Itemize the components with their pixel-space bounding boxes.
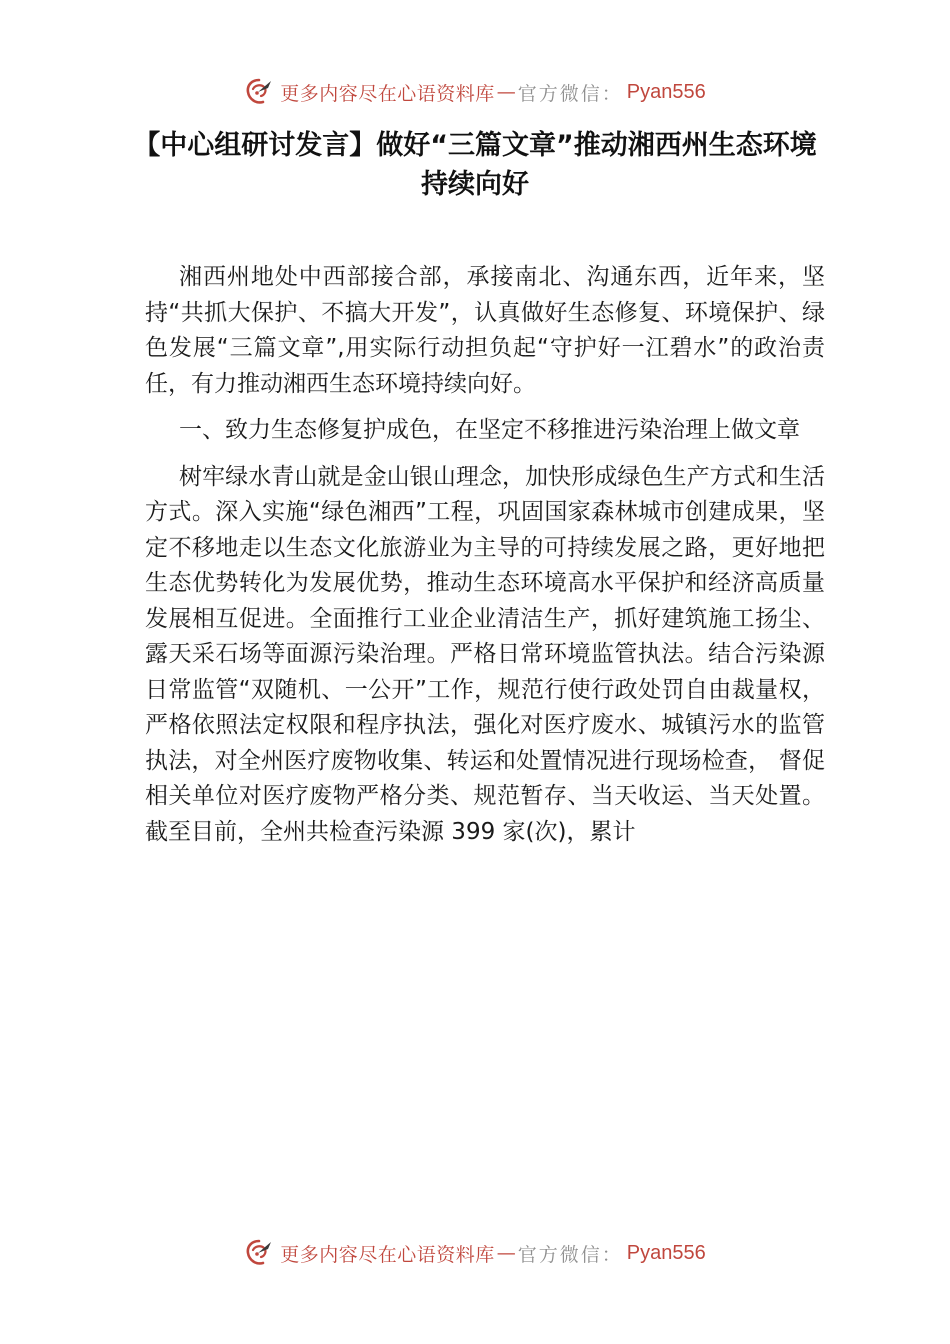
paragraph-body: 树牢绿水青山就是金山银山理念，加快形成绿色生产方式和生活方式。深入实施“绿色湘西”工程，巩固国家森林城市创建成果，坚定不移地走以生态文化旅游业为主导的可持续发展之路，更好地把生态优势转化为发展优势，推动生态环境高水平保护和经济高质量发展相互促进。全面推行工业企业清洁生产，抓好建筑施工扬尘、露天采石场等面源污染治理。严格日常环境监管执法。结合污染源日常监管“双随机、一公开”工作，规范行使行政处罚自由裁量权，严格依照法定权限和程序执法，强化对医疗废水、城镇污水的监管执法，对全州医疗废物收集、转运和处置情况进行现场检查， 督促相关单位对医疗废物严格分类、规范暂存、当天收运、当天处置。截至目前，全州共检查污染源 399 家(次)，累计	[145, 463, 825, 845]
watermark-account: Pyan556	[626, 80, 706, 103]
watermark-dash: —	[496, 1242, 516, 1264]
paragraph-intro: 湘西州地处中西部接合部，承接南北、沟通东西，近年来，坚持“共抓大保护、不搞大开发”，认真做好生态修复、环境保护、绿色发展“三篇文章”,用实际行动担负起“守护好一江碧水”的政治责任，有力推动湘西生态环境持续向好。	[145, 264, 825, 397]
pen-swirl-logo-icon	[244, 77, 274, 107]
watermark-brand: 更多内容尽在心语资料库	[280, 1243, 495, 1266]
watermark-label: 官方微信：	[517, 1243, 623, 1266]
document-title: 【中心组研讨发言】做好“三篇文章”推动湘西州生态环境持续向好	[133, 130, 817, 200]
watermark-dash: —	[496, 81, 516, 103]
pen-swirl-logo-icon	[244, 1238, 274, 1268]
document-body	[145, 260, 825, 861]
watermark-account: Pyan556	[626, 1241, 706, 1264]
header-watermark	[0, 72, 950, 112]
section-heading: 一、致力生态修复护成色，在坚定不移推进污染治理上做文章	[179, 417, 800, 443]
footer-watermark	[0, 1233, 950, 1273]
watermark-label: 官方微信：	[517, 82, 623, 105]
watermark-brand: 更多内容尽在心语资料库	[280, 82, 495, 105]
